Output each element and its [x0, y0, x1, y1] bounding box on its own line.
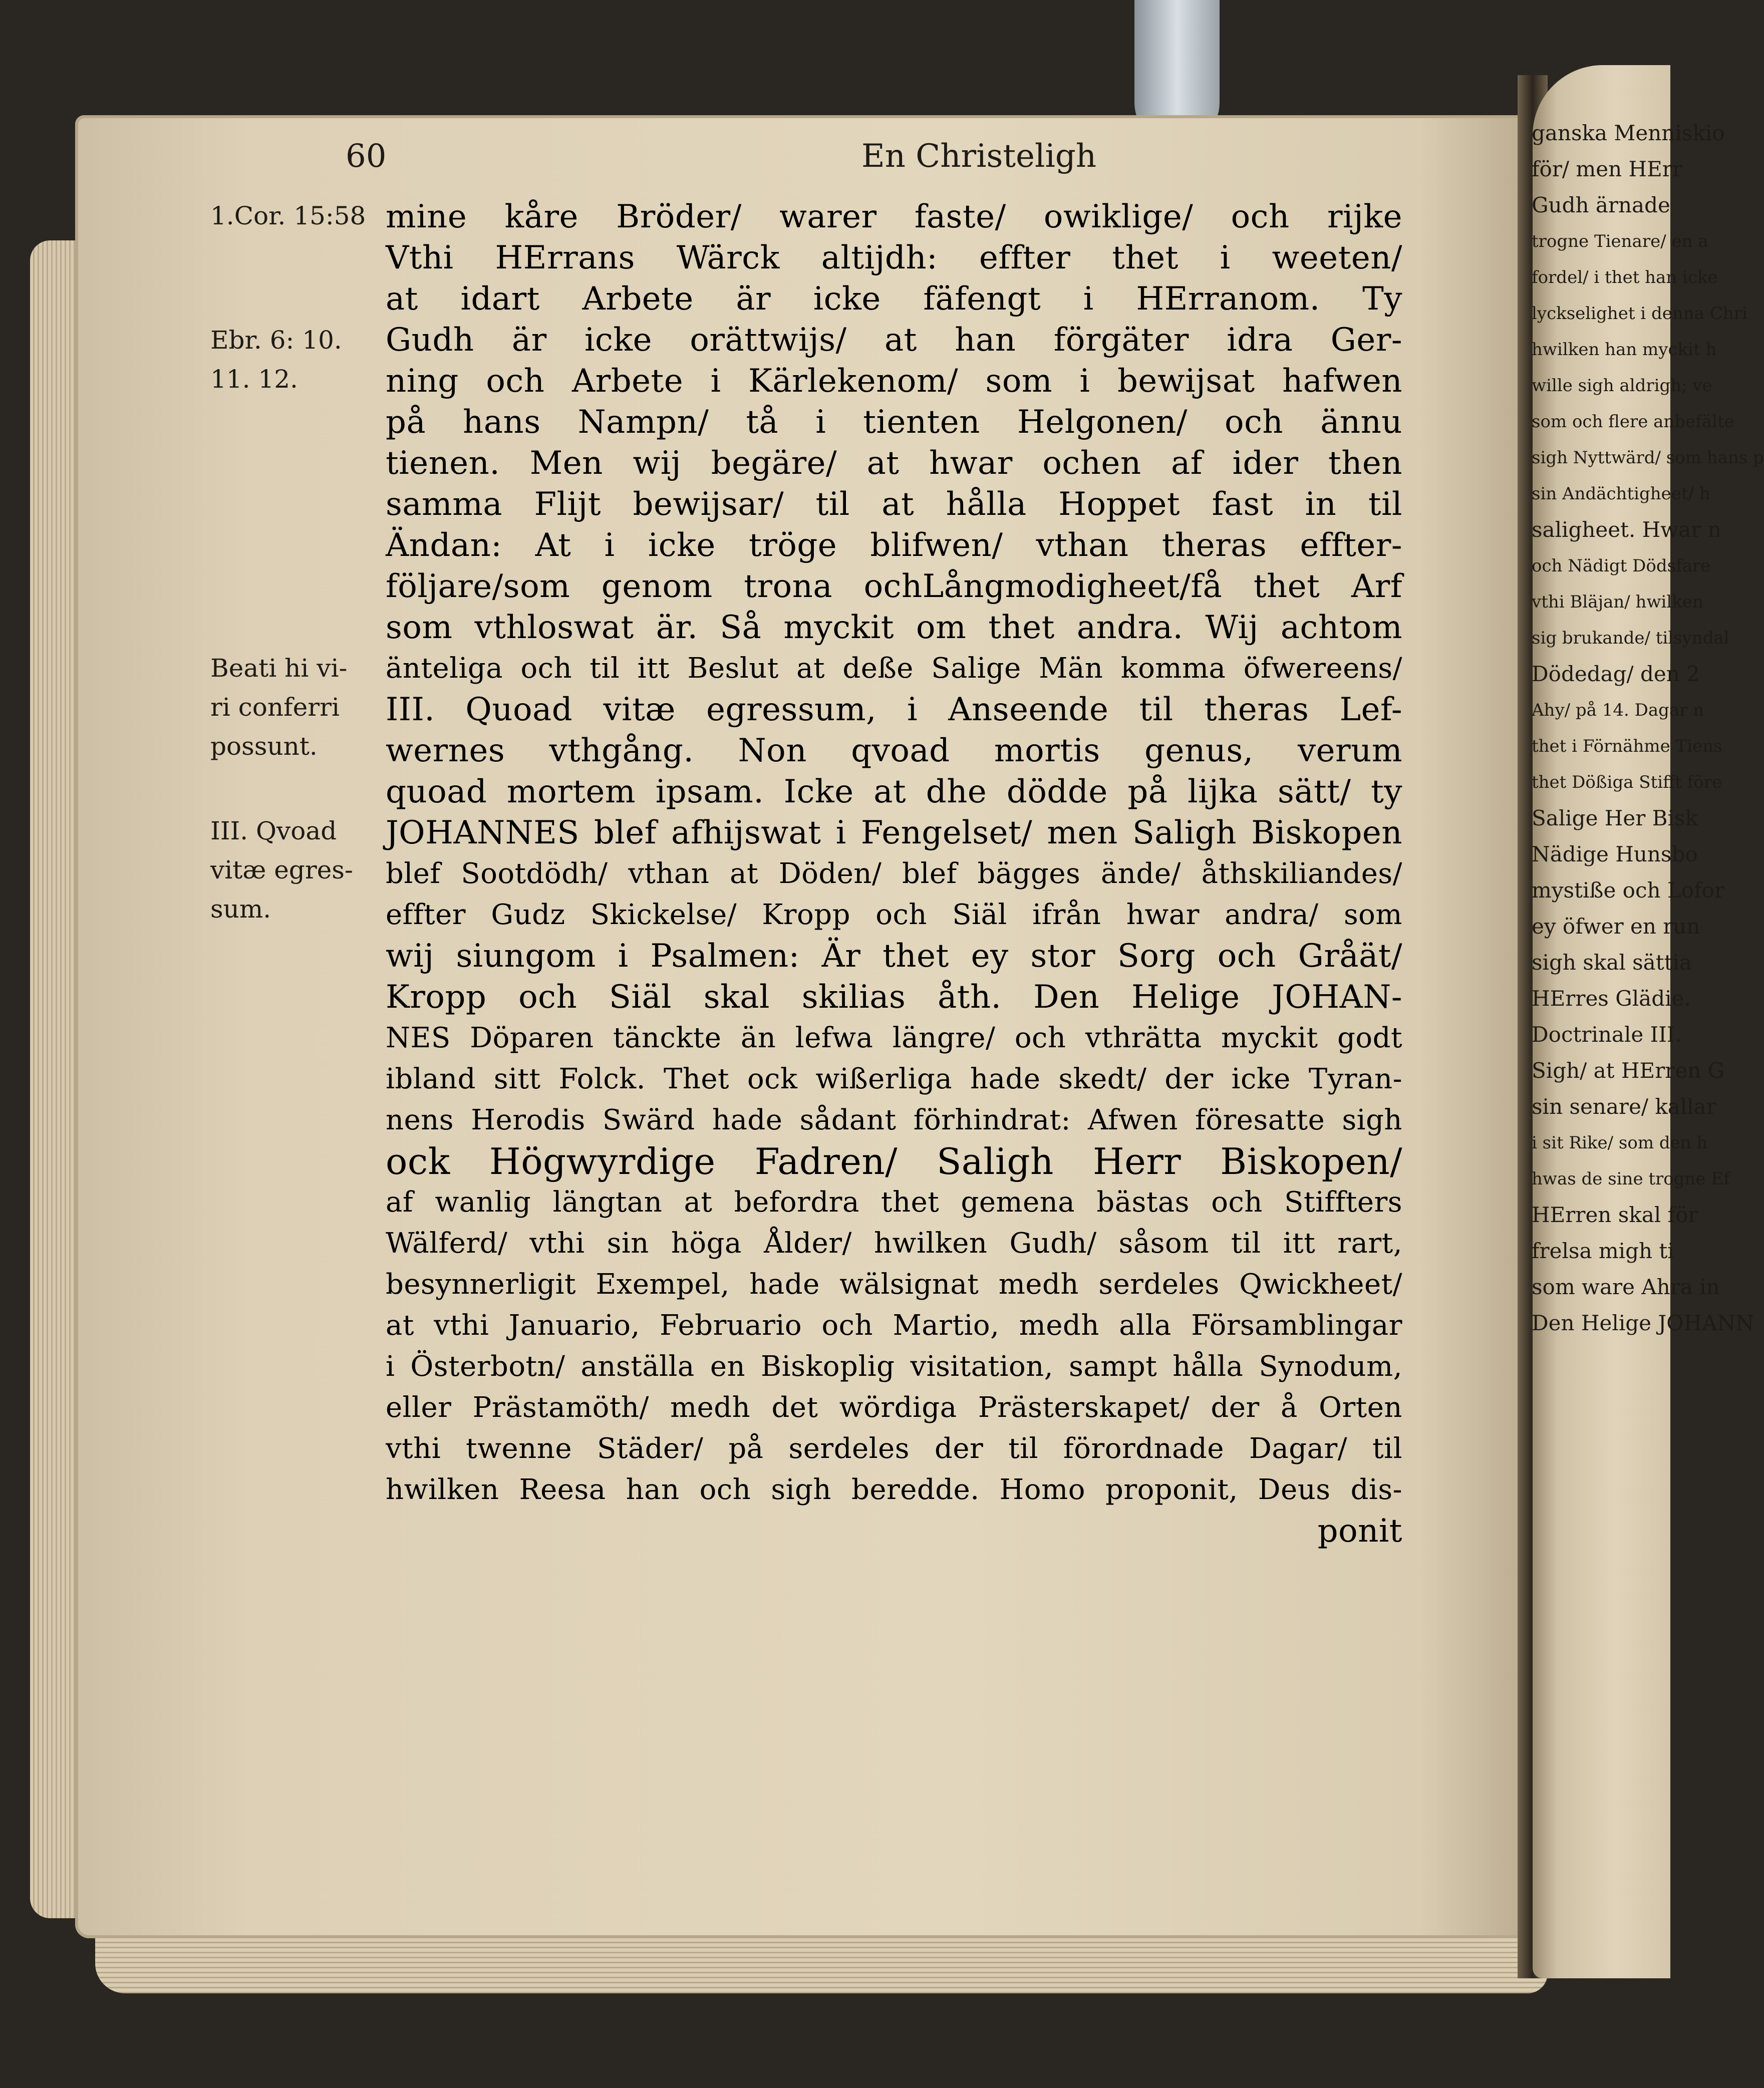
text-line: på hans Nampn/ tå i tienten Helgonen/ och ännu — [386, 404, 1402, 441]
text-line: Vthi HErrans Wärck altijdh: effter thet i weeten/ — [386, 239, 1402, 276]
facing-text-line: Dödedag/ den 2 — [1532, 662, 1700, 686]
facing-text-line: Doctrinale III. — [1532, 1022, 1682, 1047]
text-line: effter Gudz Skickelse/ Kropp och Siäl ifrån hwar andra/ som — [386, 899, 1402, 931]
text-line: wernes vthgång. Non qvoad mortis genus, verum — [386, 732, 1402, 769]
text-line: NES Döparen tänckte än lefwa längre/ och vthrätta myckit godt — [386, 1022, 1402, 1054]
facing-text-line: frelsa migh ti — [1532, 1239, 1674, 1263]
facing-text-line: fordel/ i thet han icke — [1532, 267, 1718, 287]
facing-text-line: ganska Menniskio — [1532, 121, 1725, 145]
page-number: 60 — [346, 138, 387, 175]
text-line: änteliga och til itt Beslut at deße Salige Män komma öfwereens/ — [386, 652, 1402, 685]
facing-text-line: Nädige Hunsbo — [1532, 842, 1698, 866]
facing-text-line: sig brukande/ tilsyndal — [1532, 628, 1729, 648]
facing-text-line: hwilken han myckit h — [1532, 340, 1717, 360]
facing-text-line: Salige Her Bisk — [1532, 806, 1698, 830]
facing-text-line: Gudh ärnade — [1532, 193, 1670, 217]
text-line: af wanlig längtan at befordra thet gemena bästas och Stiffters — [386, 1186, 1402, 1219]
facing-text-line: saligheet. Hwar n — [1532, 517, 1721, 542]
text-line: at idart Arbete är icke fäfengt i HErranom. Ty — [386, 280, 1402, 318]
text-line: samma Flijt bewijsar/ til at hålla Hoppet fast in til — [386, 486, 1402, 523]
facing-text-line: Den Helige JOHANN — [1532, 1311, 1754, 1335]
text-line: Kropp och Siäl skal skilias åth. Den Helige JOHAN- — [386, 979, 1402, 1016]
text-line: ock Högwyrdige Fadren/ Saligh Herr Biskopen/ — [386, 1140, 1402, 1182]
facing-text-line: trogne Tienare/ en a — [1532, 231, 1708, 251]
text-line: wij siungom i Psalmen: Är thet ey stor Sorg och Gråät/ — [386, 938, 1402, 975]
text-line: Ändan: At i icke tröge blifwen/ vthan theras effter- — [386, 527, 1402, 564]
margin-note-ref2: Ebr. 6: 10. 11. 12. — [210, 326, 342, 394]
text-line: i Österbotn/ anställa en Biskoplig visitation, sampt hålla Synodum, — [386, 1350, 1402, 1383]
facing-text-line: i sit Rike/ som den h — [1532, 1133, 1708, 1153]
text-line: hwilken Reesa han och sigh beredde. Homo proponit, Deus dis- — [386, 1473, 1402, 1506]
facing-text-line: som ware Ahra in — [1532, 1275, 1720, 1299]
running-head: En Christeligh — [861, 138, 1097, 175]
facing-text-line: thet Dößiga Stifft före — [1532, 772, 1722, 792]
text-line: quoad mortem ipsam. Icke at dhe dödde på lijka sätt/ ty — [386, 773, 1402, 810]
text-line: ning och Arbete i Kärlekenom/ som i bewijsat hafwen — [386, 363, 1402, 400]
facing-text-line: för/ men HErr — [1532, 157, 1682, 181]
facing-text-line: som och flere anbefälte — [1532, 412, 1734, 432]
facing-text-line: lyckselighet i denna Chri — [1532, 304, 1747, 324]
facing-text-line: HErres Glädie. — [1532, 986, 1691, 1011]
margin-note-latin: Beati hi vi- ri conferri possunt. — [210, 654, 348, 761]
text-line: vthi twenne Städer/ på serdeles der til förordnade Dagar/ til — [386, 1432, 1402, 1465]
text-line: Gudh är icke orättwijs/ at han förgäter idra Ger- — [386, 322, 1402, 359]
text-line: Wälferd/ vthi sin höga Ålder/ hwilken Gudh/ såsom til itt rart, — [386, 1227, 1402, 1260]
text-line: JOHANNES blef afhijswat i Fengelset/ men Saligh Biskopen — [386, 814, 1402, 851]
text-line: ibland sitt Folck. Thet ock wißerliga hade skedt/ der icke Tyran- — [386, 1063, 1402, 1095]
facing-page-text — [1528, 115, 1764, 1341]
text-line: mine kåre Bröder/ warer faste/ owiklige/ och rijke — [386, 198, 1402, 235]
facing-text-line: hwas de sine trogne Ef — [1532, 1169, 1730, 1189]
facing-text-line: sigh Nyttwärd/ som hans p — [1532, 448, 1764, 468]
text-line: nens Herodis Swärd hade sådant förhindrat: Afwen föresatte sigh — [386, 1104, 1402, 1136]
facing-text-line: Ahy/ på 14. Dagar n — [1532, 700, 1704, 720]
margin-note-section: III. Qvoad vitæ egres- sum. — [210, 816, 353, 924]
text-line: ponit — [1317, 1513, 1402, 1550]
facing-text-line: vthi Bläjan/ hwilken — [1532, 592, 1703, 612]
facing-text-line: och Nädigt Dödsfare — [1532, 556, 1711, 576]
facing-text-line: mystiße och Lofor — [1532, 878, 1724, 903]
page-edges-bottom — [95, 1933, 1548, 1993]
text-line: blef Sootdödh/ vthan at Döden/ blef bägges ände/ åthskiliandes/ — [386, 857, 1402, 890]
facing-text-line: ey öfwer en run — [1532, 914, 1700, 939]
facing-text-line: wille sigh aldrigh; ve — [1532, 376, 1712, 396]
text-line: som vthloswat är. Så myckit om thet andra. Wij achtom — [386, 609, 1402, 646]
text-line: tienen. Men wij begäre/ at hwar ochen af ider then — [386, 445, 1402, 482]
text-line: at vthi Januario, Februario och Martio, medh alla Församblingar — [386, 1309, 1402, 1342]
facing-text-line: sin senare/ kallar — [1532, 1094, 1716, 1119]
facing-text-line: sin Andächtigheet/ h — [1532, 484, 1710, 504]
facing-text-line: HErren skal för — [1532, 1203, 1698, 1227]
body-text — [386, 196, 1402, 1552]
facing-text-line: Sigh/ at HErren G — [1532, 1058, 1725, 1083]
text-line: följare/som genom trona ochLångmodigheet/få thet Arf — [386, 568, 1402, 605]
text-line: eller Prästamöth/ medh det wördiga Prästerskapet/ der å Orten — [386, 1391, 1402, 1424]
facing-text-line: sigh skal sättia — [1532, 950, 1692, 975]
text-line: III. Quoad vitæ egressum, i Anseende til theras Lef- — [386, 691, 1402, 728]
facing-text-line: thet i Förnähme Tiens — [1532, 736, 1722, 756]
margin-note-ref1: 1.Cor. 15:58 — [210, 201, 366, 230]
text-line: besynnerligit Exempel, hade wälsignat medh serdeles Qwickheet/ — [386, 1268, 1402, 1301]
